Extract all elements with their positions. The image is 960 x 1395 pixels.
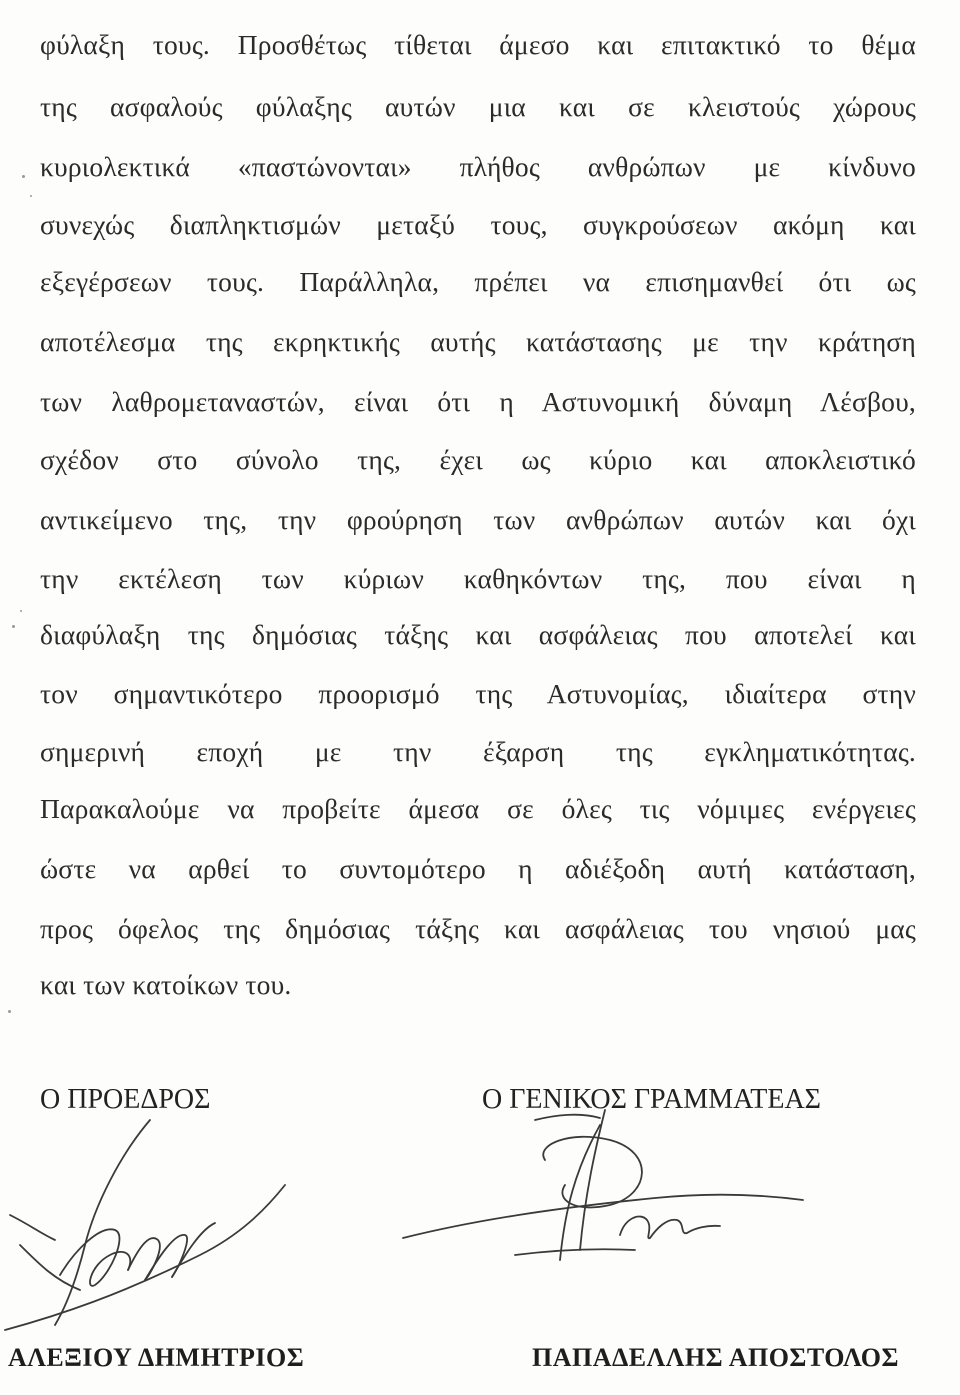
body-line: σημερινή εποχή με την έξαρση της εγκληματικότητας. — [40, 736, 916, 767]
scan-speck — [20, 610, 22, 612]
body-line: την εκτέλεση των κύριων καθηκόντων της, που είναι η — [40, 563, 916, 594]
left-signatory-name: ΑΛΕΞΙΟΥ ΔΗΜΗΤΡΙΟΣ — [8, 1343, 305, 1372]
body-line: της ασφαλούς φύλαξης αυτών μια και σε κλειστούς χώρους — [40, 91, 916, 122]
scan-speck — [22, 175, 25, 178]
scan-speck — [8, 1010, 11, 1013]
left-signature — [0, 1115, 320, 1340]
body-line: προς όφελος της δημόσιας τάξης και ασφάλειας του νησιού μας — [40, 913, 916, 944]
right-signatory-name: ΠΑΠΑΔΕΛΛΗΣ ΑΠΟΣΤΟΛΟΣ — [532, 1343, 899, 1372]
body-line: σχέδον στο σύνολο της, έχει ως κύριο και αποκλειστικό — [40, 444, 916, 475]
body-line: των λαθρομεταναστών, είναι ότι η Αστυνομική δύναμη Λέσβου, — [40, 386, 916, 417]
body-line: συνεχώς διαπληκτισμών μεταξύ τους, συγκρούσεων ακόμη και — [40, 209, 916, 240]
body-line: φύλαξη τους. Προσθέτως τίθεται άμεσο και επιτακτικό το θέμα — [40, 29, 916, 60]
body-line: διαφύλαξη της δημόσιας τάξης και ασφάλειας που αποτελεί και — [40, 619, 916, 650]
body-line: ώστε να αρθεί το συντομότερο η αδιέξοδη αυτή κατάσταση, — [40, 853, 916, 884]
body-line: Παρακαλούμε να προβείτε άμεσα σε όλες τις νόμιμες ενέργειες — [40, 793, 916, 824]
right-signatory-title: Ο ΓΕΝΙΚΟΣ ΓΡΑΜΜΑΤΕΑΣ — [482, 1084, 821, 1115]
right-signature — [395, 1100, 815, 1280]
scan-speck — [30, 195, 32, 197]
left-signatory-title: Ο ΠΡΟΕΔΡΟΣ — [40, 1084, 211, 1115]
body-line: αποτέλεσμα της εκρηκτικής αυτής κατάστασης με την κράτηση — [40, 326, 916, 357]
scan-speck — [12, 625, 15, 628]
body-line: αντικείμενο της, την φρούρηση των ανθρώπων αυτών και όχι — [40, 504, 916, 535]
body-line: και των κατοίκων του. — [40, 969, 292, 1000]
body-line: εξεγέρσεων τους. Παράλληλα, πρέπει να επισημανθεί ότι ως — [40, 266, 916, 297]
body-line: κυριολεκτικά «παστώνονται» πλήθος ανθρώπων με κίνδυνο — [40, 151, 916, 182]
body-line: τον σημαντικότερο προορισμό της Αστυνομίας, ιδιαίτερα στην — [40, 678, 916, 709]
